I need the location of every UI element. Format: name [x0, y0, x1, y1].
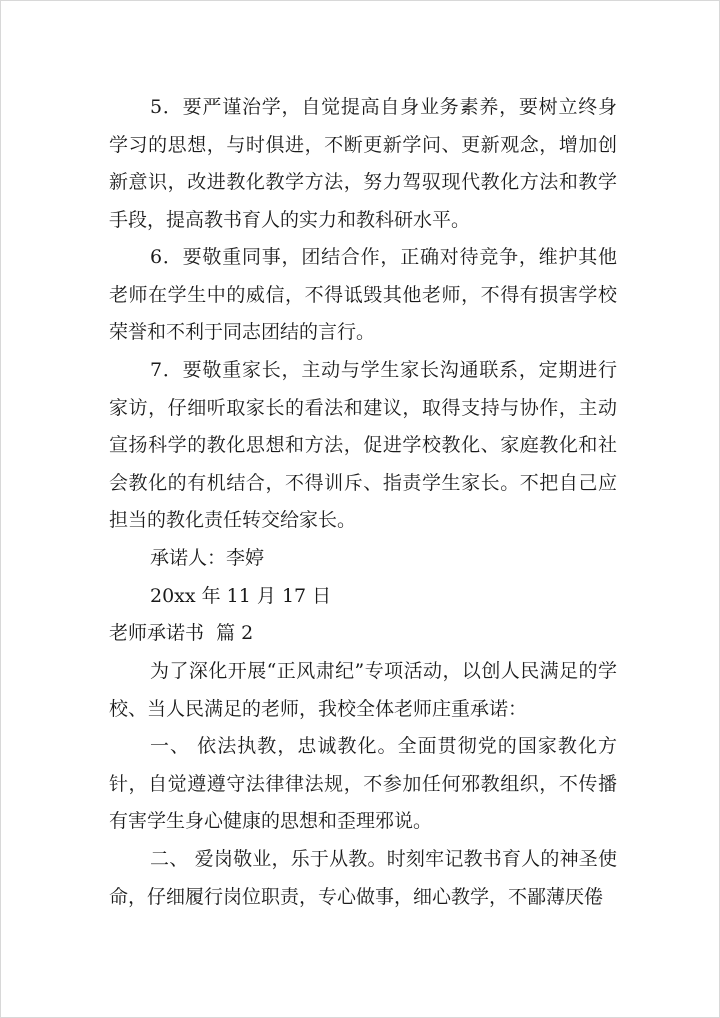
paragraph-item-7: 7．要敬重家长，主动与学生家长沟通联系，定期进行家访，仔细听取家长的看法和建议，取得支持与协作，主动宣扬科学的教化思想和方法，促进学校教化、家庭教化和社会教化的有机结合，不得训斥、指责学生家长。不把自己应担当的教化责任转交给家长。	[109, 359, 617, 531]
date-line: 20xx 年 11 月 17 日	[150, 585, 332, 607]
paragraph-item-6: 6．要敬重同事，团结合作，正确对待竞争，维护其他老师在学生中的威信，不得诋毁其他老师，不得有损害学校荣誉和不利于同志团结的言行。	[109, 246, 617, 343]
intro-paragraph: 为了深化开展“正风肃纪”专项活动，以创人民满足的学校、当人民满足的老师，我校全体老师庄重承诺：	[109, 660, 617, 720]
commitment-item-2: 二、 爱岗敬业，乐于从教。时刻牢记教书育人的神圣使命，仔细履行岗位职责，专心做事，细心教学，不鄙薄厌倦	[109, 848, 617, 908]
commitment-item-1: 一、 依法执教，忠诚教化。全面贯彻党的国家教化方针，自觉遵遵守法律律法规，不参加任何邪教组织，不传播有害学生身心健康的思想和歪理邪说。	[109, 735, 617, 832]
signer-line: 承诺人：李婷	[150, 547, 265, 569]
section-title: 老师承诺书 篇 2	[109, 622, 254, 644]
paragraph-item-5: 5．要严谨治学，自觉提高自身业务素养，要树立终身学习的思想，与时俱进，不断更新学问、更新观念，增加创新意识，改进教化教学方法，努力驾驭现代教化方法和教学手段，提高教书育人的实力和教科研水平。	[109, 96, 617, 231]
